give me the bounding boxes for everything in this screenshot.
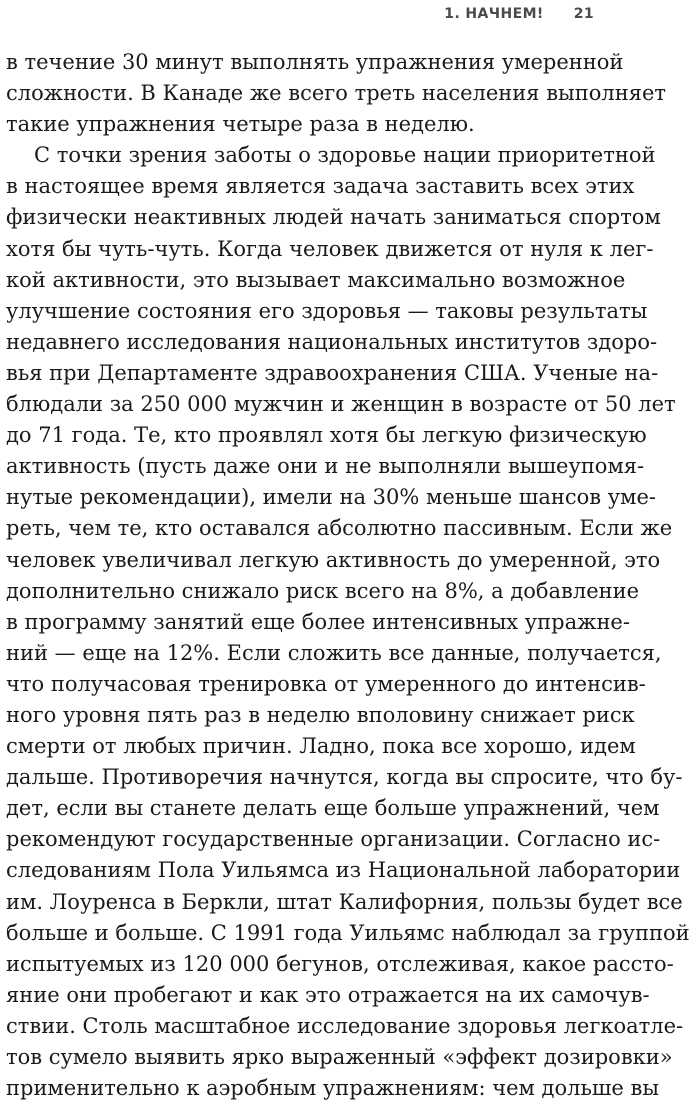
text-line: дальше. Противоречия начнутся, когда вы спросите, что бу- [6,765,683,790]
page-number: 21 [573,6,594,22]
text-line: применительно к аэробным упражнениям: чем дольше вы [6,1076,660,1101]
text-line: сложности. В Канаде же всего треть населения выполняет [6,81,667,106]
text-line: хотя бы чуть-чуть. Когда человек движется от нуля к лег- [6,236,654,261]
text-line: следованиям Пола Уильямса из Национальной лаборатории [6,858,681,883]
text-line: до 71 года. Те, кто проявлял хотя бы легкую физическую [6,423,647,448]
text-line: рекомендуют государственные организации. Согласно ис- [6,827,661,852]
chapter-title: 1. НАЧНЕМ! [444,6,544,22]
text-line: больше и больше. С 1991 года Уильямс наблюдал за группой [6,920,690,945]
text-line: кой активности, это вызывает максимально возможное [6,267,626,292]
paragraph-end-line: такие упражнения четыре раза в неделю. [6,112,475,137]
text-line: нутые рекомендации), имели на 30% меньше шансов уме- [6,485,656,510]
text-line: тов сумело выявить ярко выраженный «эффект дозировки» [6,1045,673,1069]
text-line: в программу занятий еще более интенсивных упражне- [6,609,630,634]
text-line: в течение 30 минут выполнять упражнения умеренной [6,50,624,74]
paragraph-first-line: С точки зрения заботы о здоровье нации приоритетной [34,143,656,168]
text-line: реть, чем те, кто оставался абсолютно пассивным. Если же [6,516,673,541]
text-line: дополнительно снижало риск всего на 8%, а добавление [6,578,640,603]
running-head [444,2,594,26]
text-line: испытуемых из 120 000 бегунов, отслеживая, какое рассто- [6,951,674,976]
text-line: яние они пробегают и как это отражается на их самочув- [6,982,650,1007]
text-line: им. Лоуренса в Беркли, штат Калифорния, пользы будет все [6,889,683,914]
text-line: ствии. Столь масштабное исследование здоровья легкоатле- [6,1013,684,1038]
text-line: недавнего исследования национальных институтов здоро- [6,329,658,354]
text-line: ний — еще на 12%. Если сложить все данные, получается, [6,640,662,665]
text-line: ного уровня пять раз в неделю вполовину снижает риск [6,702,635,727]
text-line: смерти от любых причин. Ладно, пока все хорошо, идем [6,734,636,759]
text-line: вья при Департаменте здравоохранения США. Ученые на- [6,360,659,385]
text-line: человек увеличивал легкую активность до умеренной, это [6,547,661,572]
body-text [6,47,690,1104]
text-line: улучшение состояния его здоровья — таковы результаты [6,298,648,323]
text-line: дет, если вы станете делать еще больше упражнений, чем [6,796,660,821]
text-line: блюдали за 250 000 мужчин и женщин в возрасте от 50 лет [6,392,676,417]
text-line: что получасовая тренировка от умеренного до интенсив- [6,671,646,696]
text-line: в настоящее время является задача заставить всех этих [6,174,635,199]
text-line: физически неактивных людей начать заниматься спортом [6,205,661,230]
text-line: активность (пусть даже они и не выполняли вышеупомя- [6,454,645,479]
